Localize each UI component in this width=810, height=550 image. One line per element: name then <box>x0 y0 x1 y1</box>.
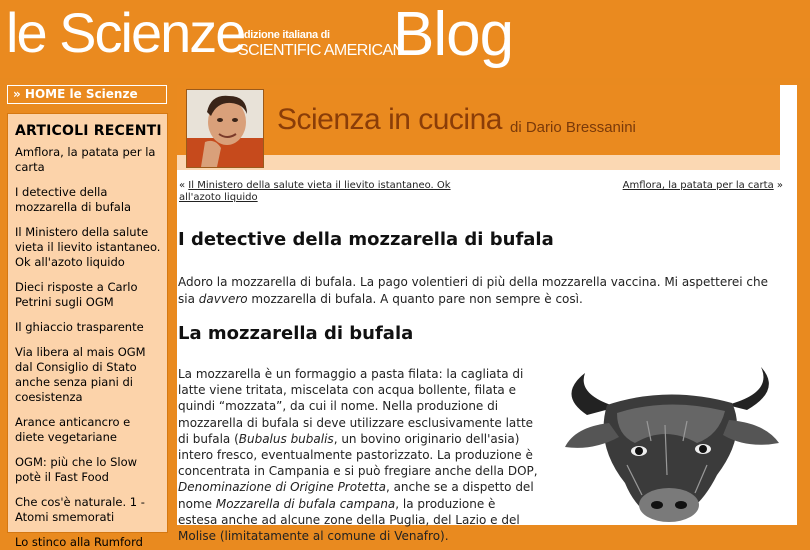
blog-banner <box>177 85 780 170</box>
recent-article-link[interactable]: Che cos'è naturale. 1 - Atomi smemorati <box>15 495 145 524</box>
edition-line-1: edizione italiana di <box>238 29 330 41</box>
recent-article-link[interactable]: Il ghiaccio trasparente <box>15 320 144 334</box>
recent-article-link[interactable]: Via libera al mais OGM dal Consiglio di Stato anche senza piani di coesistenza <box>15 345 146 404</box>
recent-article-link[interactable]: Arance anticancro e diete vegetariane <box>15 415 131 444</box>
body-emphasis-2: Denominazione di Origine Protetta <box>178 480 386 495</box>
blog-byline: di Dario Bressanini <box>510 119 636 136</box>
recent-article-link[interactable]: I detective della mozzarella di bufala <box>15 185 132 214</box>
post-title: I detective della mozzarella di bufala <box>178 229 554 250</box>
edition-line-2: SCIENTIFIC AMERICAN <box>238 42 404 59</box>
post-body <box>178 366 538 544</box>
banner-strip <box>177 155 780 170</box>
body-emphasis-3: Mozzarella di bufala campana <box>215 496 396 511</box>
next-post-nav <box>623 180 783 191</box>
body-emphasis-1: Bubalus bubalis <box>238 431 334 446</box>
recent-article-link[interactable]: Il Ministero della salute vieta il lievito istantaneo. Ok all'azoto liquido <box>15 225 161 269</box>
blog-label[interactable]: Blog <box>393 0 514 69</box>
next-post-link[interactable]: Amflora, la patata per la carta <box>622 180 774 191</box>
next-arrow: » <box>773 180 783 191</box>
sidebar-recent-articles <box>7 113 168 549</box>
intro-emphasis: davvero <box>198 292 248 306</box>
recent-articles-list <box>15 145 167 550</box>
previous-post-link[interactable]: Il Ministero della salute vieta il lievito istantaneo. Ok all'azoto liquido <box>179 180 451 203</box>
recent-article-link[interactable]: Lo stinco alla Rumford <box>15 535 143 549</box>
author-photo <box>186 89 264 168</box>
edition-label <box>238 27 404 59</box>
recent-article-link[interactable]: OGM: più che lo Slow potè il Fast Food <box>15 455 138 484</box>
brand-logo[interactable]: le Scienze <box>6 1 245 64</box>
home-link[interactable]: » HOME le Scienze <box>7 85 167 104</box>
buffalo-illustration <box>547 365 792 525</box>
previous-post-nav <box>179 180 479 204</box>
body-text-3: , anche se a dispetto del nome <box>178 480 534 511</box>
body-text-1: La mozzarella è un formaggio a pasta filata: la cagliata di latte viene tritata, miscelata con acqua bollente, filata e quindi “mozzata”, da cui il nome. Nella produzione di mozzarella di bufala si deve utilizzare esclusivamente latte di bufala ( <box>178 367 534 446</box>
body-text-2: , un bovino originario dell'asia) intero fresco, eventualmente pastorizzato. La produzione è concentrata in Campania e si può fregiare anche della DOP, <box>178 431 538 479</box>
body-text-4: , la produzione è estesa anche ad alcune zone della Puglia, del Lazio e del Molise (limitatamente al comune di Venafro). <box>178 496 520 544</box>
intro-text-2: mozzarella di bufala. A quanto pare non sempre è così. <box>247 292 583 306</box>
section-heading: La mozzarella di bufala <box>178 323 414 344</box>
recent-article-link[interactable]: Amflora, la patata per la carta <box>15 145 156 174</box>
recent-article-link[interactable]: Dieci risposte a Carlo Petrini sugli OGM <box>15 280 138 309</box>
main-content <box>177 85 797 544</box>
blog-title[interactable]: Scienza in cucina <box>277 103 502 136</box>
post-intro <box>178 274 776 308</box>
intro-text-1: Adoro la mozzarella di bufala. La pago volentieri di più della mozzarella vaccina. Mi aspetterei che sia <box>178 275 769 306</box>
sidebar-title: ARTICOLI RECENTI <box>15 123 162 139</box>
site-header <box>0 0 810 78</box>
prev-arrow: « <box>179 180 189 191</box>
